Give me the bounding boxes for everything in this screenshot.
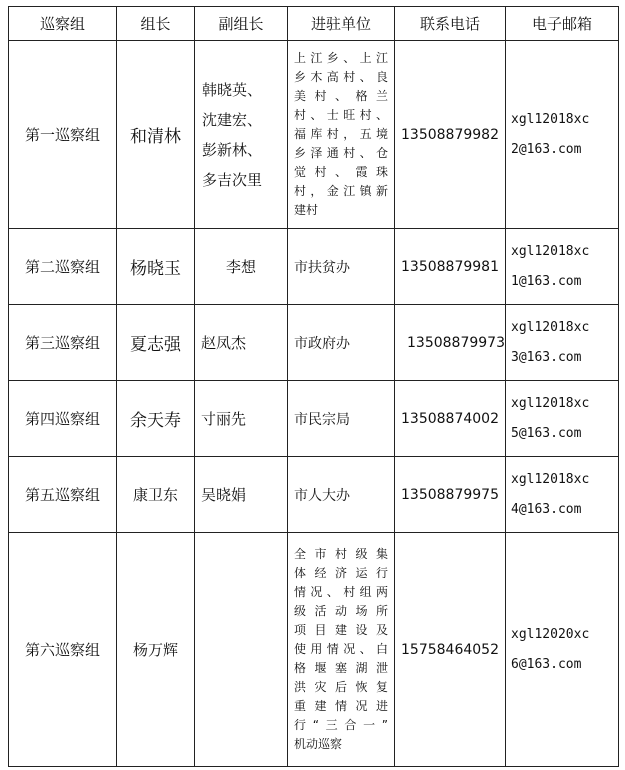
unit-line: 乡木高村、良 xyxy=(294,70,388,84)
header-unit: 进驻单位 xyxy=(288,7,395,41)
deputy-cell: 寸丽先 xyxy=(195,381,288,457)
phone-cell: 13508879981 xyxy=(395,229,506,305)
deputy-line: 多吉次里 xyxy=(202,170,263,189)
table-row xyxy=(9,533,619,767)
unit-line: 村，金江镇新 xyxy=(294,184,388,198)
unit-line: 洪灾后恢复 xyxy=(294,680,388,694)
unit-cell xyxy=(288,41,395,229)
unit-line: 体经济运行 xyxy=(294,566,388,580)
phone-cell: 13508874002 xyxy=(395,381,506,457)
table-row xyxy=(9,305,619,381)
unit-line: 全市村级集 xyxy=(294,547,388,561)
leader-cell: 余天寿 xyxy=(117,381,195,457)
unit-line: 建村 xyxy=(294,203,319,217)
group-cell: 第四巡察组 xyxy=(9,381,117,457)
email-cell xyxy=(506,381,619,457)
group-cell: 第二巡察组 xyxy=(9,229,117,305)
email-line: xgl12018xc xyxy=(511,243,590,259)
header-group: 巡察组 xyxy=(9,7,117,41)
email-line: 1@163.com xyxy=(511,273,582,289)
email-line: xgl12018xc xyxy=(511,319,590,335)
unit-cell: 市民宗局 xyxy=(288,381,395,457)
inspection-team-table xyxy=(8,6,619,767)
email-line: 4@163.com xyxy=(511,501,582,517)
unit-line: 福库村，五境 xyxy=(294,127,388,141)
group-cell: 第一巡察组 xyxy=(9,41,117,229)
unit-line: 格堰塞湖泄 xyxy=(294,661,388,675)
email-line: 2@163.com xyxy=(511,141,582,157)
unit-line: 重建情况进 xyxy=(294,699,388,713)
phone-cell: 15758464052 xyxy=(395,533,506,767)
leader-cell: 夏志强 xyxy=(117,305,195,381)
unit-cell xyxy=(288,533,395,767)
deputy-cell: 李想 xyxy=(195,229,288,305)
unit-line: 上江乡、上江 xyxy=(294,51,388,65)
email-cell xyxy=(506,457,619,533)
unit-cell: 市政府办 xyxy=(288,305,395,381)
unit-line: 机动巡察 xyxy=(294,737,343,751)
unit-line: 美村、格兰 xyxy=(294,89,388,103)
header-phone: 联系电话 xyxy=(395,7,506,41)
unit-line: 村、士旺村、 xyxy=(294,108,388,122)
unit-line: 使用情况、白 xyxy=(294,642,388,656)
deputy-cell xyxy=(195,41,288,229)
group-cell: 第六巡察组 xyxy=(9,533,117,767)
email-line: 6@163.com xyxy=(511,656,582,672)
header-leader: 组长 xyxy=(117,7,195,41)
deputy-cell: 赵凤杰 xyxy=(195,305,288,381)
deputy-cell xyxy=(195,533,288,767)
phone-cell: 13508879973 xyxy=(395,305,506,381)
email-line: 5@163.com xyxy=(511,425,582,441)
table-row xyxy=(9,381,619,457)
group-cell: 第五巡察组 xyxy=(9,457,117,533)
email-cell xyxy=(506,305,619,381)
email-line: xgl12018xc xyxy=(511,471,590,487)
email-line: xgl12020xc xyxy=(511,626,590,642)
unit-cell: 市人大办 xyxy=(288,457,395,533)
unit-line: 行“三合一” xyxy=(294,718,388,732)
table-header-row xyxy=(9,7,619,41)
header-email: 电子邮箱 xyxy=(506,7,619,41)
table-row xyxy=(9,229,619,305)
unit-line: 乡泽通村、仓 xyxy=(294,146,388,160)
email-line: 3@163.com xyxy=(511,349,582,365)
email-cell xyxy=(506,41,619,229)
unit-line: 觉村、霞珠 xyxy=(294,165,388,179)
unit-line: 级活动场所 xyxy=(294,604,388,618)
leader-cell: 和清林 xyxy=(117,41,195,229)
leader-cell: 杨晓玉 xyxy=(117,229,195,305)
leader-cell: 康卫东 xyxy=(117,457,195,533)
email-line: xgl12018xc xyxy=(511,111,590,127)
deputy-line: 韩晓英、 xyxy=(202,80,263,99)
phone-cell: 13508879982 xyxy=(395,41,506,229)
deputy-line: 彭新林、 xyxy=(202,140,263,159)
table-row xyxy=(9,41,619,229)
phone-cell: 13508879975 xyxy=(395,457,506,533)
email-cell xyxy=(506,533,619,767)
unit-cell: 市扶贫办 xyxy=(288,229,395,305)
leader-cell: 杨万辉 xyxy=(117,533,195,767)
unit-line: 情况、村组两 xyxy=(294,585,388,599)
group-cell: 第三巡察组 xyxy=(9,305,117,381)
email-cell xyxy=(506,229,619,305)
table-row xyxy=(9,457,619,533)
deputy-line: 沈建宏、 xyxy=(202,110,263,129)
header-deputy: 副组长 xyxy=(195,7,288,41)
unit-line: 项目建设及 xyxy=(294,623,388,637)
deputy-cell: 吴晓娟 xyxy=(195,457,288,533)
email-line: xgl12018xc xyxy=(511,395,590,411)
